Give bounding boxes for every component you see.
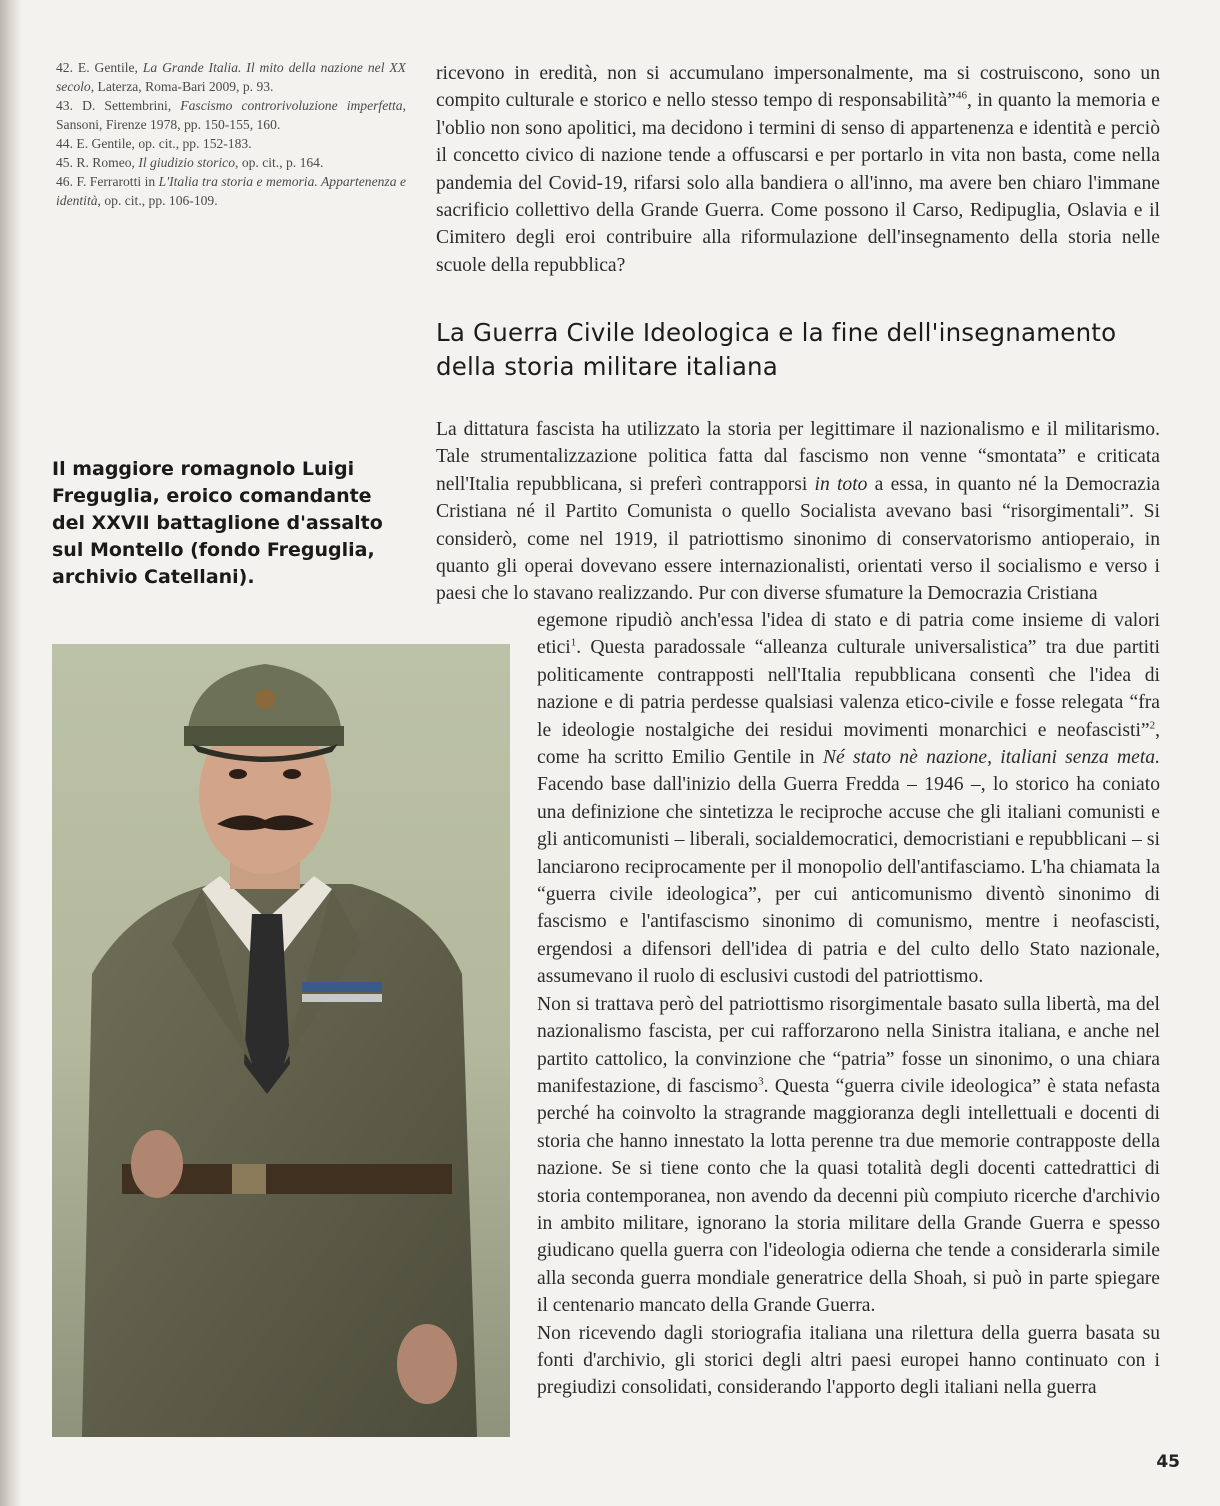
page-number: 45 [1156,1452,1180,1472]
body-paragraph-3: Non ricevendo dagli storiografia italiana una rilettura della guerra basata su fonti d'archivio, gli storici degli altri paesi europei hanno continuato con i pregiudizi consolidati, considerando l'apporto degli italiani nella guerra [537,1322,1160,1399]
footnote-44: 44. E. Gentile, op. cit., pp. 152-183. [56,136,252,151]
footnote-43: 43. D. Settembrini, Fascismo controrivoluzione imperfetta, Sansoni, Firenze 1978, pp. 150-155, 160. [56,98,406,132]
body-paragraph-top: ricevono in eredità, non si accumulano impersonalmente, ma si costruiscono, sono un compito culturale e storico e nello stesso tempo di responsabilità”$^{46}$, in quanto la memoria e l'oblio non sono apolitici, ma decidono i termini di senso di appartenenza e identità e perciò il concetto civico di nazione tende a offuscarsi e per portarlo in vita non basta, come nella pandemia del Covid-19, rifarsi solo alla bandiera o all'inno, ma avere ben chiaro l'immane sacrificio collettivo della Grande Guerra. Come possono il Carso, Redipuglia, Oslavia e il Cimitero degli eroi contribuire alla riformulazione dell'insegnamento della storia nelle scuole della repubblica? [436,63,1160,276]
footnote-42: 42. E. Gentile, La Grande Italia. Il mito della nazione nel XX secolo, Laterza, Roma-Bari 2009, p. 93. [56,60,406,94]
portrait-photo [52,644,510,1437]
body-paragraph-1: egemone ripudiò anch'essa l'idea di stato e di patria come insieme di valori etici$^1$. Questa paradossale “alleanza culturale universalistica” tra due partiti politicamente contrapposti nell'Italia repubblicana consentì che l'idea di nazione e di patria perdesse qualsiasi valenza etico-civile e fosse relegata “fra le ideologie nostalgiche dei residui movimenti monarchici e neofascisti”$^2$, come ha scritto Emilio Gentile in Né stato nè nazione, italiani senza meta. Facendo base dall'inizio della Guerra Fredda – 1946 –, lo storico ha coniato una definizione che sintetizza le reciproche accuse che gli italiani comunisti e gli anticomunisti – liberali, socialdemocratici, democristiani e repubblicani – si lanciarono reciprocamente per il monopolio dell'antifasciamo. L'ha chiamata la “guerra civile ideologica”, per cui anticomunismo diventò sinonimo di fascismo e l'antifascismo sinonimo di comunismo, mentre i neofascisti, ergendosi a difensori dell'idea di patria e del culto dello Stato nazionale, assumevano il ruolo di esclusivi custodi del patriottismo. [537,610,1161,988]
photo-caption: Il maggiore romagnolo Luigi Freguglia, eroico comandante del XXVII battaglione d'assalto sul Montello (fondo Freguglia, archivio Catellani). [52,458,383,588]
footnote-45: 45. R. Romeo, Il giudizio storico, op. cit., p. 164. [56,155,324,170]
body-paragraph-indented [537,607,1160,1402]
body-paragraph-2: Non si trattava però del patriottismo risorgimentale basato sulla libertà, ma del nazionalismo fascista, per cui rafforzarono nella Sinistra italiana, e anche nel partito cattolico, la convinzione che “patria” fosse un sinonimo, o una chiara manifestazione, di fascismo$^3$. Questa “guerra civile ideologica” è stata nefasta perché ha coinvolto la stragrande maggioranza degli intellettuali e docenti di storia che hanno innestato la lotta perenne tra due memorie contrapposte della nazione. Se si tiene conto che la quasi totalità degli docenti cattedrattici di storia contemporanea, non avendo da decenni più compiuto ricerche d'archivio in ambito militare, ignorano la storia militare della Grande Guerra e spesso giudicano quella guerra con l'ideologia odierna che tende a considerarla simile alla seconda guerra mondiale generatrice della Shoah, si può in parte spiegare il centenario mancato della Grande Guerra. [537,993,1160,1317]
footnotes [56,58,406,210]
footnote-46: 46. F. Ferrarotti in L'Italia tra storia e memoria. Appartenenza e identità, op. cit., pp. 106-109. [56,174,406,208]
officer-portrait-illustration [52,644,510,1437]
section-heading: La Guerra Civile Ideologica e la fine dell'insegnamento della storia militare italiana [436,318,1117,381]
page-gutter-shadow [0,0,22,1506]
footnote-ref-46: 46 [955,89,967,102]
body-paragraph-main: La dittatura fascista ha utilizzato la storia per legittimare il nazionalismo e il militarismo. Tale strumentalizzazione politica fatta dal fascismo non venne “smontata” e criticata nell'Italia repubblicana, si preferì contrapporsi in toto a essa, in quanto né la Democrazia Cristiana né il Partito Comunista o quello Socialista avevano basi “risorgimentali”. Si considerò, come nel 1919, il patriottismo sinonimo di conservatorismo antioperaio, in quanto gli operai dovevano essere internazionalisti, orientati verso il socialismo e verso i paesi che lo stavano realizzando. Pur con diverse sfumature la Democrazia Cristiana [436,419,1161,605]
